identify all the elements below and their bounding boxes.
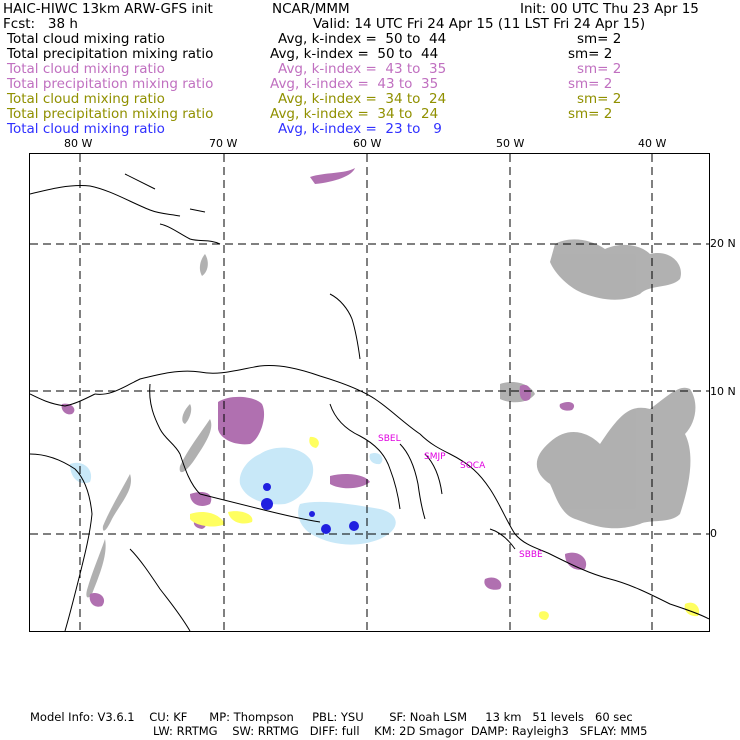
valid-time: Valid: 14 UTC Fri 24 Apr 15 (11 LST Fri 24 Apr 15) <box>313 16 646 32</box>
coastlines <box>30 174 709 631</box>
field-smoothing: sm= 2 <box>568 46 613 62</box>
model-info-line1: Model Info: V3.6.1 CU: KF MP: Thompson PBL: YSU SF: Noah LSM 13 km 51 levels 60 sec <box>30 710 633 724</box>
field-row <box>0 47 740 62</box>
field-row <box>0 92 740 107</box>
field-range: Avg, k-index = 34 to 24 <box>278 91 447 107</box>
init-time: Init: 00 UTC Thu 23 Apr 15 <box>520 1 699 17</box>
station-sbel: SBEL <box>378 434 401 444</box>
field-name: Total precipitation mixing ratio <box>7 46 214 62</box>
station-smjp: SMJP <box>424 452 446 462</box>
lon-label-70w: 70 W <box>209 137 238 150</box>
field-range: Avg, k-index = 50 to 44 <box>270 46 439 62</box>
field-range: Avg, k-index = 43 to 35 <box>270 76 439 92</box>
field-name: Total cloud mixing ratio <box>7 91 165 107</box>
lon-label-60w: 60 W <box>353 137 382 150</box>
field-name: Total cloud mixing ratio <box>7 61 165 77</box>
field-range: Avg, k-index = 50 to 44 <box>278 31 447 47</box>
field-row <box>0 62 740 77</box>
station-labels <box>378 434 543 560</box>
lat-label-eq: 0 <box>710 527 717 540</box>
map-gridlines <box>30 154 709 631</box>
lon-label-40w: 40 W <box>638 137 667 150</box>
field-name: Total cloud mixing ratio <box>7 121 165 137</box>
field-smoothing: sm= 2 <box>568 76 613 92</box>
field-row <box>0 32 740 47</box>
organization: NCAR/MMM <box>272 1 350 17</box>
field-range: Avg, k-index = 34 to 24 <box>270 106 439 122</box>
field-smoothing: sm= 2 <box>577 31 622 47</box>
field-smoothing: sm= 2 <box>577 91 622 107</box>
field-name: Total precipitation mixing ratio <box>7 106 214 122</box>
field-row <box>0 107 740 122</box>
field-row <box>0 77 740 92</box>
field-range: Avg, k-index = 43 to 35 <box>278 61 447 77</box>
forecast-map <box>29 153 710 632</box>
lat-label-10n: 10 N <box>710 385 736 398</box>
field-row <box>0 122 740 137</box>
forecast-hour: Fcst: 38 h <box>3 16 78 32</box>
product-title: HAIC-HIWC 13km ARW-GFS init <box>3 1 213 17</box>
field-name: Total cloud mixing ratio <box>7 31 165 47</box>
field-smoothing: sm= 2 <box>577 61 622 77</box>
station-soca: SOCA <box>460 461 486 471</box>
field-smoothing: sm= 2 <box>568 106 613 122</box>
model-info-line2: LW: RRTMG SW: RRTMG DIFF: full KM: 2D Smagor DAMP: Rayleigh3 SFLAY: MM5 <box>153 724 648 738</box>
lat-label-20n: 20 N <box>710 237 736 250</box>
field-name: Total precipitation mixing ratio <box>7 76 214 92</box>
lon-label-50w: 50 W <box>496 137 525 150</box>
station-sbbe: SBBE <box>519 550 543 560</box>
cloud-field-gray <box>86 239 695 597</box>
lon-label-80w: 80 W <box>64 137 93 150</box>
field-range: Avg, k-index = 23 to 9 <box>278 121 442 137</box>
